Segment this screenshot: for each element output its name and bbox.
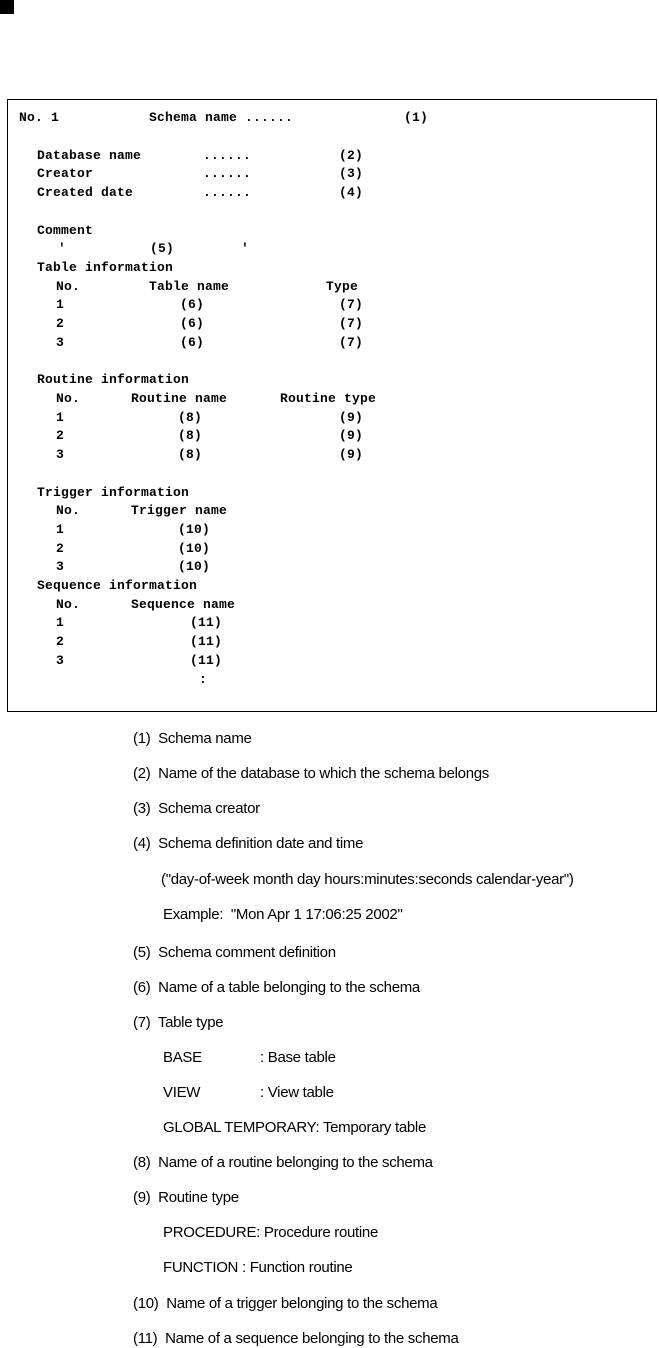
routine-row-type: (9) — [339, 447, 364, 462]
legend-type-base-desc: : Base table — [260, 1049, 336, 1066]
created-date-dots: ...... — [203, 185, 252, 200]
trigger-row-name: (10) — [178, 541, 211, 556]
routine-info-title: Routine information — [37, 372, 190, 387]
legend-item-4-format: ("day-of-week month day hours:minutes:seconds calendar-year") — [161, 871, 574, 888]
trigger-row-no: 2 — [56, 541, 65, 556]
creator-label: Creator — [37, 166, 94, 181]
legend-routine-function: FUNCTION : Function routine — [163, 1259, 353, 1276]
table-info-header-type: Type — [326, 279, 359, 294]
table-row-name: (6) — [180, 297, 205, 312]
table-row-type: (7) — [339, 297, 364, 312]
table-info-header-name: Table name — [149, 279, 230, 294]
legend-item-5: (5) Schema comment definition — [133, 944, 336, 961]
created-date-marker: (4) — [339, 185, 364, 200]
sequence-info-title: Sequence information — [37, 578, 198, 593]
routine-row-name: (8) — [178, 410, 203, 425]
legend-item-4-example: Example: "Mon Apr 1 17:06:25 2002" — [163, 906, 403, 923]
table-row-no: 3 — [56, 335, 65, 350]
database-name-marker: (2) — [339, 148, 364, 163]
legend-item-2: (2) Name of the database to which the schema belongs — [133, 765, 489, 782]
legend-routine-procedure: PROCEDURE: Procedure routine — [163, 1224, 379, 1241]
routine-row-no: 2 — [56, 428, 65, 443]
table-row-no: 1 — [56, 297, 65, 312]
table-row-type: (7) — [339, 316, 364, 331]
routine-info-header-name: Routine name — [131, 391, 228, 406]
sequence-row-no: 1 — [56, 615, 65, 630]
trigger-info-title: Trigger information — [37, 485, 190, 500]
sequence-info-header-no: No. — [56, 597, 81, 612]
trigger-info-header-no: No. — [56, 503, 81, 518]
legend-item-6: (6) Name of a table belonging to the schema — [133, 979, 420, 996]
sequence-row-name: (11) — [190, 615, 223, 630]
legend-item-10: (10) Name of a trigger belonging to the schema — [133, 1295, 438, 1312]
legend-item-1: (1) Schema name — [133, 730, 252, 747]
legend-item-9: (9) Routine type — [133, 1189, 239, 1206]
sequence-row-name: (11) — [190, 634, 223, 649]
sequence-row-name: (11) — [190, 653, 223, 668]
sequence-continuation: : — [199, 672, 208, 687]
trigger-row-no: 3 — [56, 559, 65, 574]
routine-row-name: (8) — [178, 447, 203, 462]
comment-label: Comment — [37, 223, 94, 238]
legend-type-view: VIEW — [163, 1084, 201, 1101]
comment-marker: (5) — [150, 241, 175, 256]
comment-open-quote: ' — [58, 241, 67, 256]
corner-mark — [0, 0, 14, 14]
table-row-name: (6) — [180, 335, 205, 350]
legend-type-base: BASE — [163, 1049, 202, 1066]
legend-item-3: (3) Schema creator — [133, 800, 260, 817]
sequence-info-header-name: Sequence name — [131, 597, 236, 612]
legend-item-11: (11) Name of a sequence belonging to the schema — [133, 1330, 459, 1347]
legend-type-global-temporary: GLOBAL TEMPORARY: Temporary table — [163, 1119, 426, 1136]
database-name-dots: ...... — [203, 148, 252, 163]
trigger-row-no: 1 — [56, 522, 65, 537]
table-row-type: (7) — [339, 335, 364, 350]
table-info-header-no: No. — [56, 279, 81, 294]
schema-name-marker: (1) — [404, 110, 429, 125]
schema-name-label: Schema name ...... — [149, 110, 294, 125]
routine-row-name: (8) — [178, 428, 203, 443]
created-date-label: Created date — [37, 185, 134, 200]
creator-dots: ...... — [203, 166, 252, 181]
sequence-row-no: 2 — [56, 634, 65, 649]
database-name-label: Database name — [37, 148, 142, 163]
routine-row-no: 3 — [56, 447, 65, 462]
legend-type-view-desc: : View table — [260, 1084, 334, 1101]
routine-row-type: (9) — [339, 410, 364, 425]
legend-item-8: (8) Name of a routine belonging to the schema — [133, 1154, 433, 1171]
trigger-row-name: (10) — [178, 522, 211, 537]
trigger-info-header-name: Trigger name — [131, 503, 228, 518]
routine-row-type: (9) — [339, 428, 364, 443]
creator-marker: (3) — [339, 166, 364, 181]
table-info-title: Table information — [37, 260, 174, 275]
table-row-no: 2 — [56, 316, 65, 331]
legend-item-7: (7) Table type — [133, 1014, 224, 1031]
trigger-row-name: (10) — [178, 559, 211, 574]
sequence-row-no: 3 — [56, 653, 65, 668]
report-no: No. 1 — [19, 110, 60, 125]
routine-row-no: 1 — [56, 410, 65, 425]
routine-info-header-no: No. — [56, 391, 81, 406]
table-row-name: (6) — [180, 316, 205, 331]
comment-close-quote: ' — [241, 241, 250, 256]
routine-info-header-type: Routine type — [280, 391, 377, 406]
legend-item-4: (4) Schema definition date and time — [133, 835, 364, 852]
